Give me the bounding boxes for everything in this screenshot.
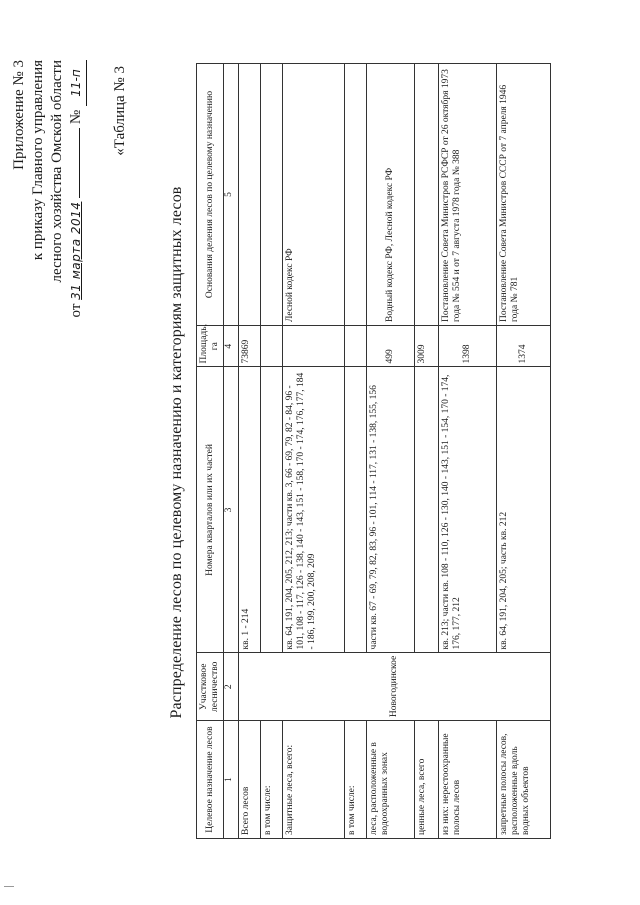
cell-basis: Лесной кодекс РФ	[283, 64, 345, 326]
header-purpose: Целевое назначение лесов	[197, 721, 224, 839]
cell-purpose: леса, расположенные в водоохранных зонах	[367, 721, 415, 839]
handwritten-number: 11-п	[67, 60, 87, 106]
forest-distribution-table	[196, 63, 551, 839]
district-name: Новогодинское	[389, 655, 399, 718]
cell-quarters: кв. 64, 191, 204, 205, 212, 213; части кв. 3, 66 - 69, 79, 82 - 84, 96 - 101, 108 - 117, 126 - 138, 140 - 143, 151 - 158, 170 - 174, 176, 177, 184 - 186, 199, 200, 208, 209	[283, 367, 345, 653]
cell-basis	[261, 64, 283, 326]
cell-area	[283, 326, 345, 367]
table-row	[283, 64, 345, 839]
cell-purpose: в том числе:	[345, 721, 367, 839]
order-reference-line-2: лесного хозяйства Омской области	[49, 60, 65, 283]
table-row	[497, 64, 551, 839]
cell-purpose: запретные полосы лесов, расположенные вдоль водных объектов	[497, 721, 551, 839]
cell-quarters: кв. 1 - 214	[239, 367, 261, 653]
cell-area	[261, 326, 283, 367]
document-title: Распределение лесов по целевому назначению и категориям защитных лесов	[168, 186, 185, 719]
cell-area: 499	[367, 326, 415, 367]
column-number: 4	[224, 326, 239, 367]
cell-purpose: Всего лесов	[239, 721, 261, 839]
table-header-row	[197, 64, 224, 839]
column-number-row	[224, 64, 239, 839]
column-number: 2	[224, 653, 239, 721]
appendix-number: Приложение № 3	[11, 60, 27, 170]
cell-purpose: из них: нерестоохранные полосы лесов	[439, 721, 497, 839]
cell-area: 73869	[239, 326, 261, 367]
table-row	[345, 64, 367, 839]
cell-area: 1374	[497, 326, 551, 367]
cell-purpose: ценные леса, всего	[415, 721, 439, 839]
cell-purpose: в том числе:	[261, 721, 283, 839]
cell-area: 1398	[439, 326, 497, 367]
table-row	[239, 64, 261, 839]
date-prefix: от	[68, 303, 84, 318]
cell-district	[239, 653, 551, 721]
cell-basis	[239, 64, 261, 326]
handwritten-date: 31 марта 2014	[69, 201, 83, 300]
order-reference-line-1: к приказу Главного управления	[30, 60, 46, 261]
header-area: Площадь, га	[197, 326, 224, 367]
header-basis: Основания деления лесов по целевому назначению	[197, 64, 224, 326]
cell-quarters: части кв. 67 - 69, 79, 82, 83, 96 - 101, 114 - 117, 131 - 138, 155, 156	[367, 367, 415, 653]
cell-quarters	[345, 367, 367, 653]
order-date-line	[67, 60, 87, 360]
column-number: 5	[224, 64, 239, 326]
cell-area	[345, 326, 367, 367]
cell-quarters: кв. 64, 191, 204, 205; часть кв. 212	[497, 367, 551, 653]
cell-purpose: Защитные леса, всего:	[283, 721, 345, 839]
cell-basis: Постановление Совета Министров СССР от 7 апреля 1946 года № 781	[497, 64, 551, 326]
cell-area: 3009	[415, 326, 439, 367]
table-row	[415, 64, 439, 839]
cell-quarters	[261, 367, 283, 653]
cell-basis	[345, 64, 367, 326]
table-row	[261, 64, 283, 839]
cell-basis	[415, 64, 439, 326]
column-number: 1	[224, 721, 239, 839]
table-label: «Таблица № 3	[112, 66, 128, 156]
header-quarters: Номера кварталов или их частей	[197, 367, 224, 653]
table-row	[367, 64, 415, 839]
cell-basis: Постановление Совета Министров РСФСР от 26 октября 1973 года № 554 и от 7 августа 1978 года № 388	[439, 64, 497, 326]
table-row	[439, 64, 497, 839]
number-prefix: №	[68, 109, 84, 125]
header-district: Участковое лесничество	[197, 653, 224, 721]
cell-basis: Водный кодекс РФ, Лесной кодекс РФ	[367, 64, 415, 326]
date-underline	[67, 128, 80, 198]
appendix-header	[10, 60, 87, 360]
cell-quarters: кв. 213; части кв. 108 - 110, 126 - 130, 140 - 143, 151 - 154, 170 - 174, 176, 177, 212	[439, 367, 497, 653]
cell-quarters	[415, 367, 439, 653]
column-number: 3	[224, 367, 239, 653]
